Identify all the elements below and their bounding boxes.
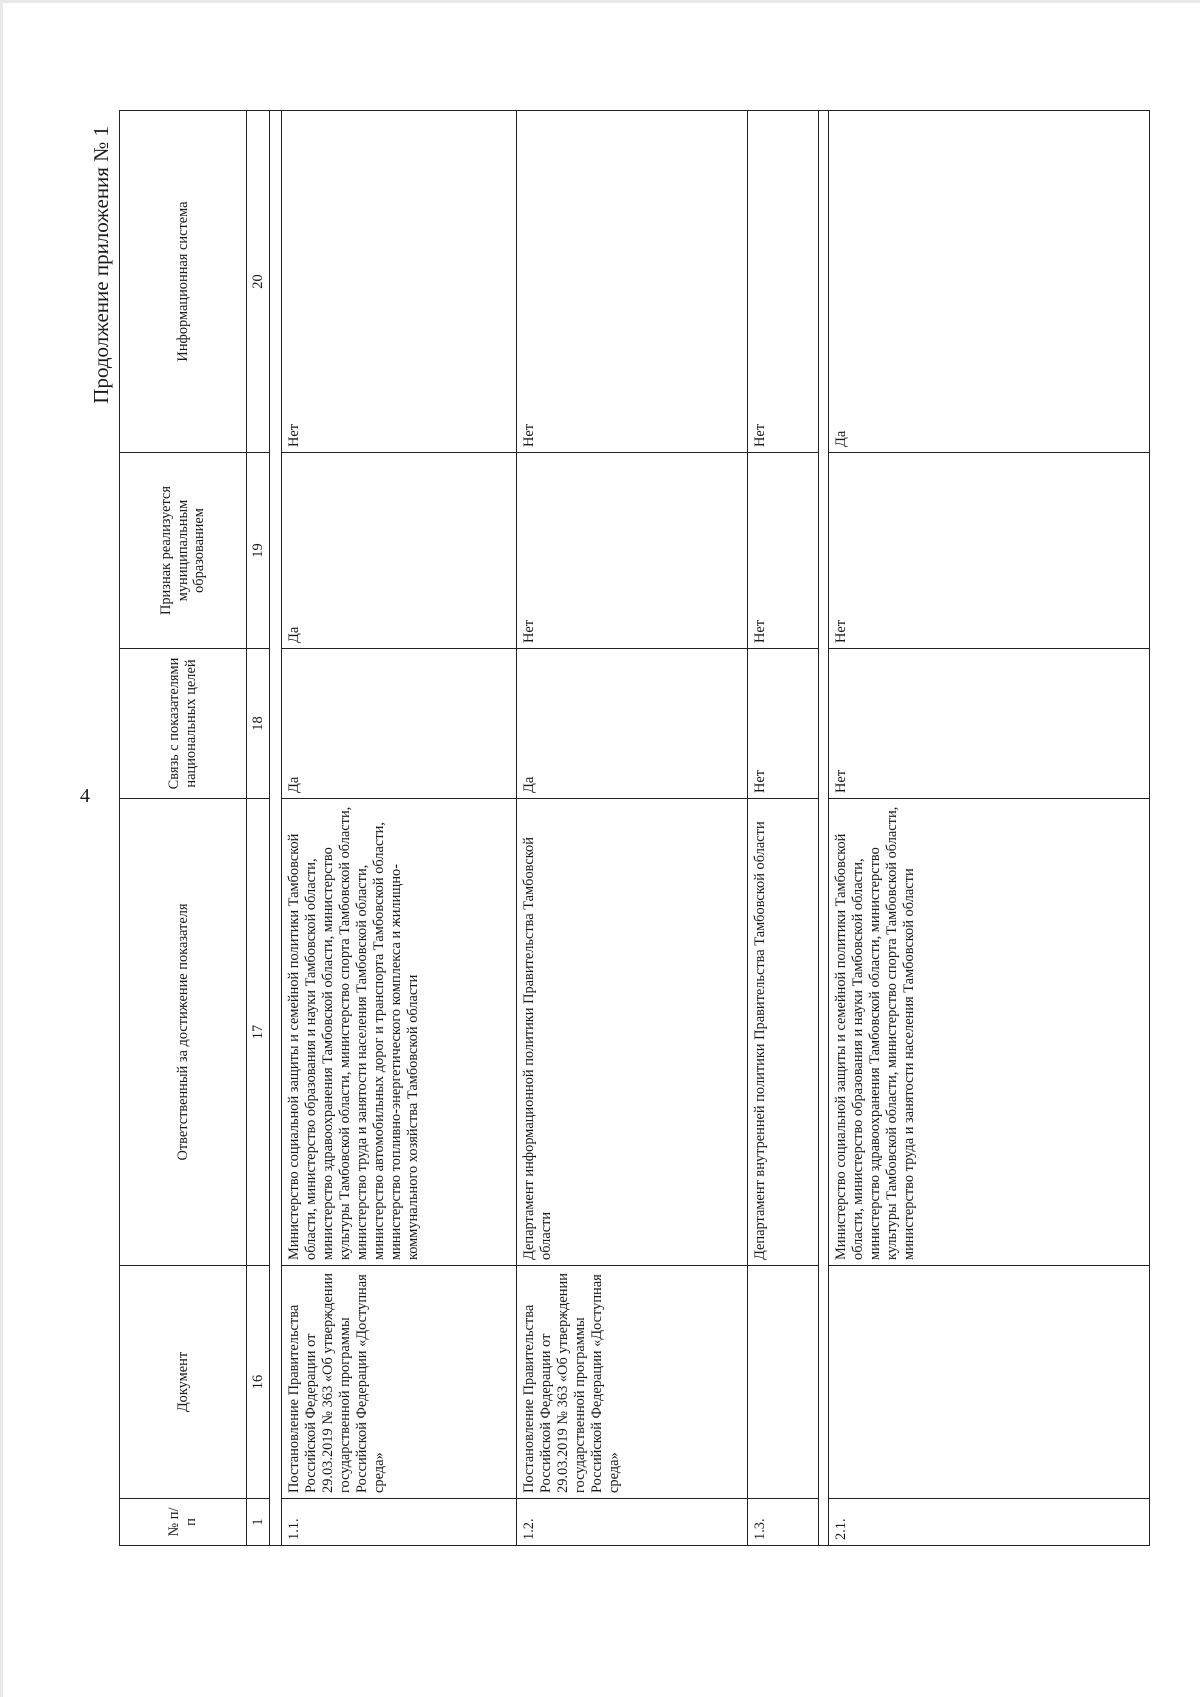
column-number: 20 — [247, 111, 270, 453]
table-row — [748, 111, 819, 1546]
row-number: 1.1. — [282, 1499, 517, 1546]
row-info-system: Да — [829, 111, 1150, 453]
column-number-row — [247, 111, 270, 1546]
row-number: 1.3. — [748, 1499, 819, 1546]
row-info-system: Нет — [748, 111, 819, 453]
row-national-goals: Нет — [748, 649, 819, 799]
header-national-goals: Связь с показателями национальных целей — [120, 649, 247, 799]
row-municipal: Нет — [829, 453, 1150, 649]
row-document — [829, 1266, 1150, 1499]
scan-edge-top — [0, 0, 1200, 3]
row-document: Постановление Правительства Российской Федерации от 29.03.2019 № 363 «Об утверждении государственной программы Российской Федерации «Доступная среда» — [282, 1266, 517, 1499]
header-info-system: Информационная система — [120, 111, 247, 453]
row-info-system: Нет — [517, 111, 748, 453]
row-responsible: Министерство социальной защиты и семейной политики Тамбовской области, министерство образования и науки Тамбовской области, министерство здравоохранения Тамбовской области, министерство культуры Тамбовской области, министерство спорта Тамбовской области, министерство труда и занятости населения Тамбовской области, министерство автомобильных дорог и транспорта Тамбовской области, министерство топливно-энергетического комплекса и жилищно-коммунального хозяйства Тамбовской области — [282, 799, 517, 1266]
row-municipal: Нет — [517, 453, 748, 649]
indicators-table — [119, 110, 1150, 1546]
row-municipal: Нет — [748, 453, 819, 649]
header-document: Документ — [120, 1266, 247, 1499]
column-number: 18 — [247, 649, 270, 799]
row-number: 2.1. — [829, 1499, 1150, 1546]
row-municipal: Да — [282, 453, 517, 649]
column-number: 17 — [247, 799, 270, 1266]
header-municipal: Признак реализуется муниципальным образованием — [120, 453, 247, 649]
row-national-goals: Да — [282, 649, 517, 799]
row-national-goals: Да — [517, 649, 748, 799]
section-separator — [819, 111, 829, 1546]
scan-edge-left — [0, 0, 3, 1697]
column-number: 1 — [247, 1499, 270, 1546]
row-document: Постановление Правительства Российской Федерации от 29.03.2019 № 363 «Об утверждении государственной программы Российской Федерации «Доступная среда» — [517, 1266, 748, 1499]
rotated-landscape-page — [77, 86, 1157, 1566]
row-responsible: Департамент внутренней политики Правительства Тамбовской области — [748, 799, 819, 1266]
section-separator — [270, 111, 282, 1546]
page-number: 4 — [80, 785, 90, 807]
table-row — [517, 111, 748, 1546]
row-document — [748, 1266, 819, 1499]
row-responsible: Министерство социальной защиты и семейной политики Тамбовской области, министерство образования и науки Тамбовской области, министерство здравоохранения Тамбовской области, министерство культуры Тамбовской области, министерство спорта Тамбовской области, министерство труда и занятости населения Тамбовской области — [829, 799, 1150, 1266]
column-number: 16 — [247, 1266, 270, 1499]
header-responsible: Ответственный за достижение показателя — [120, 799, 247, 1266]
appendix-caption: Продолжение приложения № 1 — [89, 126, 113, 404]
table-header-row — [120, 111, 247, 1546]
column-number: 19 — [247, 453, 270, 649]
table-row — [829, 111, 1150, 1546]
row-national-goals: Нет — [829, 649, 1150, 799]
table-row — [282, 111, 517, 1546]
row-responsible: Департамент информационной политики Правительства Тамбовской области — [517, 799, 748, 1266]
row-info-system: Нет — [282, 111, 517, 453]
row-number: 1.2. — [517, 1499, 748, 1546]
header-num: № п/п — [120, 1499, 247, 1546]
